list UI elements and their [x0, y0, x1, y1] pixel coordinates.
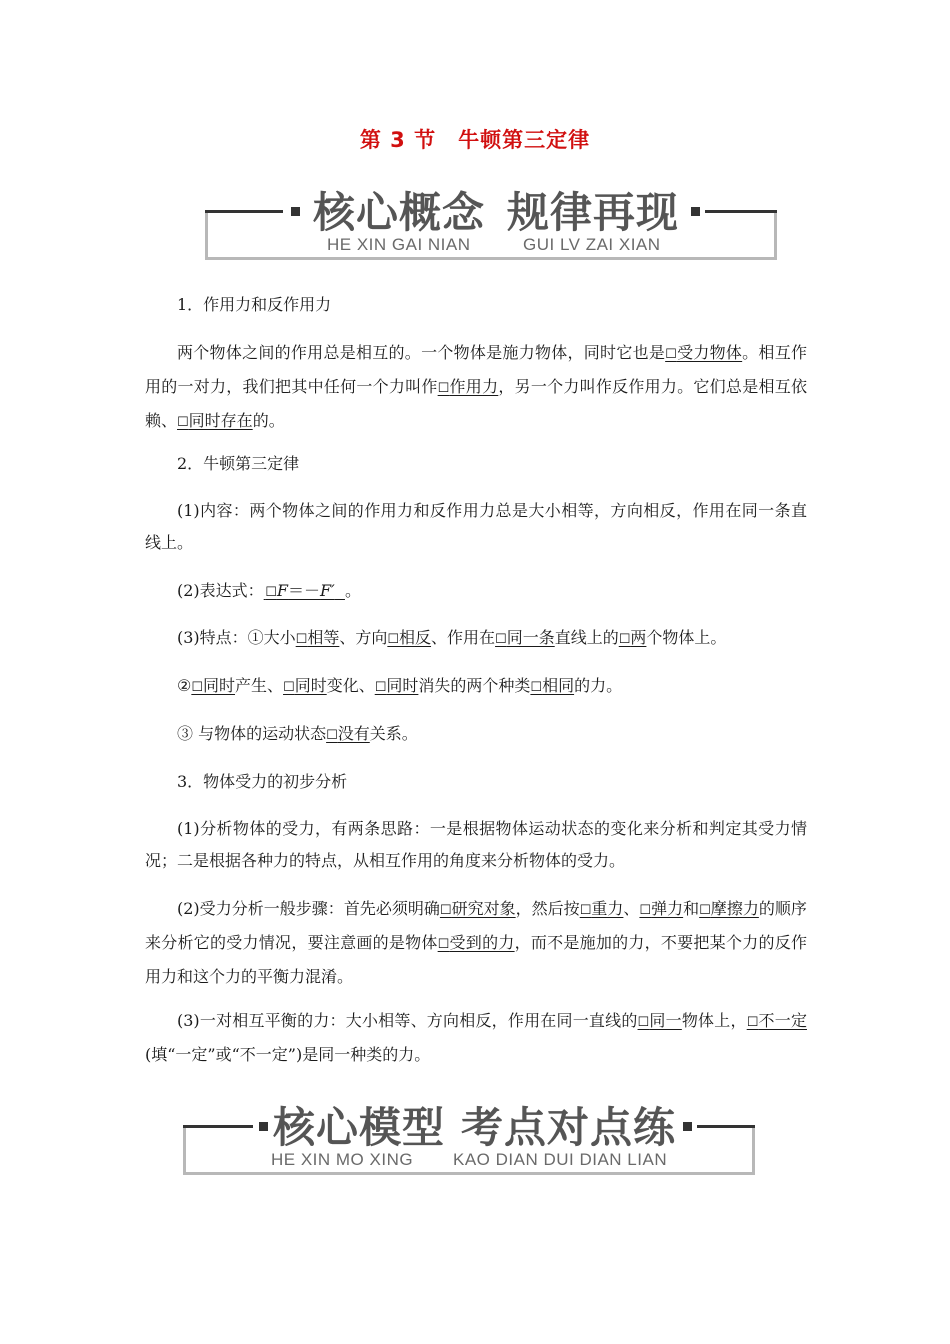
answer-blank: 重力 — [591, 899, 624, 918]
answer-blank: 同一 — [649, 1011, 682, 1030]
answer-box-icon: ☐ — [437, 937, 450, 952]
answer-box-icon: ☐ — [618, 632, 631, 647]
banner-pinyin-left: HE XIN MO XING — [271, 1150, 414, 1169]
answer-blank: 同时存在 — [188, 411, 253, 430]
answer-box-icon: ☐ — [295, 632, 308, 647]
section-2-feature-2: ②☐同时产生、☐同时变化、☐同时消失的两个种类☐相同的力。 — [177, 676, 623, 695]
answer-box-icon: ☐ — [665, 347, 677, 362]
answer-blank: 弹力 — [651, 899, 684, 918]
answer-blank: 相同 — [542, 676, 575, 695]
banner-pinyin-right: KAO DIAN DUI DIAN LIAN — [453, 1150, 668, 1169]
section-3-paragraph-3: (3)一对相互平衡的力：大小相等、方向相反，作用在同一直线的☐同一物体上，☐不一定(填“一定”或“不一定”)是同一种类的力。 — [145, 1011, 807, 1064]
answer-box-icon: ☐ — [326, 728, 338, 743]
section-banner-core-models — [183, 1095, 755, 1177]
banner-rule-left — [205, 210, 283, 213]
banner-square-right — [691, 207, 700, 216]
banner-square-left — [291, 207, 300, 216]
answer-blank: 同时 — [203, 676, 236, 695]
answer-box-icon: ☐ — [387, 632, 400, 647]
answer-blank: 两 — [630, 628, 647, 647]
section-2-feature-3: ③ 与物体的运动状态☐没有关系。 — [177, 724, 418, 743]
section-2-content: (1)内容：两个物体之间的作用力和反作用力总是大小相等，方向相反，作用在同一条直线上。 — [145, 501, 807, 552]
answer-box-icon: ☐ — [265, 585, 277, 600]
section-3-paragraph-1: (1)分析物体的受力，有两条思路：一是根据物体运动状态的变化来分析和判定其受力情况；二是根据各种力的特点，从相互作用的角度来分析物体的受力。 — [145, 819, 807, 870]
answer-box-icon: ☐ — [699, 903, 711, 918]
answer-box-icon: ☐ — [639, 903, 652, 918]
answer-box-icon: ☐ — [530, 680, 543, 695]
answer-box-icon: ☐ — [177, 415, 189, 430]
answer-box-icon: ☐ — [495, 632, 507, 647]
answer-blank: 没有 — [337, 724, 370, 743]
banner-rule-right — [705, 210, 777, 213]
answer-blank: 不一定 — [758, 1011, 807, 1030]
answer-blank: 摩擦力 — [710, 899, 759, 918]
page-title: 第 3 节 牛顿第三定律 — [359, 128, 591, 152]
answer-box-icon: ☐ — [437, 381, 450, 396]
banner-rule-right — [697, 1125, 755, 1128]
section-3-heading: 3．物体受力的初步分析 — [177, 772, 348, 791]
answer-blank: 作用力 — [449, 377, 499, 396]
banner-pinyin-right: GUI LV ZAI XIAN — [523, 235, 661, 254]
answer-blank: 同时 — [294, 676, 327, 695]
answer-box-icon: ☐ — [283, 680, 295, 695]
answer-box-icon: ☐ — [746, 1015, 759, 1030]
answer-blank: 受到的力 — [449, 933, 515, 952]
answer-box-icon: ☐ — [191, 680, 203, 695]
answer-box-icon: ☐ — [579, 903, 592, 918]
section-1-paragraph: 两个物体之间的作用总是相互的。一个物体是施力物体，同时它也是☐受力物体。相互作用的一对力，我们把其中任何一个力叫作☐作用力，另一个力叫作反作用力。它们总是相互依赖、☐同时存在的。 — [145, 343, 807, 430]
answer-box-icon: ☐ — [439, 903, 452, 918]
section-1-heading: 1．作用力和反作用力 — [177, 295, 332, 314]
answer-box-icon: ☐ — [374, 680, 387, 695]
banner-title-right: 规律再现 — [507, 188, 680, 237]
answer-blank: 同时 — [386, 676, 419, 695]
answer-blank: 研究对象 — [451, 899, 516, 918]
banner-rule-left — [183, 1125, 253, 1128]
answer-blank: 相等 — [307, 628, 340, 647]
banner-title-left: 核心模型 — [273, 1103, 446, 1152]
banner-square-left — [259, 1122, 268, 1131]
answer-blank: 相反 — [399, 628, 432, 647]
banner-title-left: 核心概念 — [313, 188, 486, 237]
answer-blank: 同一条 — [506, 628, 555, 647]
banner-square-right — [683, 1122, 692, 1131]
section-banner-core-concepts — [205, 180, 777, 262]
banner-title-right: 考点对点练 — [461, 1103, 677, 1152]
section-2-heading: 2．牛顿第三定律 — [177, 454, 300, 473]
section-2-expression: (2)表达式： ☐F＝－F′ 。 — [177, 581, 361, 600]
banner-pinyin-left: HE XIN GAI NIAN — [327, 235, 471, 254]
section-3-paragraph-2: (2)受力分析一般步骤：首先必须明确☐研究对象，然后按☐重力、☐弹力和☐摩擦力的顺序来分析它的受力情况，要注意画的是物体☐受到的力，而不是施加的力，不要把某个力的反作用力和这个力的平衡力混淆。 — [145, 899, 807, 986]
answer-blank: 受力物体 — [676, 343, 743, 362]
section-2-features: (3)特点：①大小☐相等、方向☐相反、作用在☐同一条直线上的☐两个物体上。 — [177, 628, 727, 647]
banner-frame — [205, 211, 777, 260]
answer-box-icon: ☐ — [637, 1015, 650, 1030]
